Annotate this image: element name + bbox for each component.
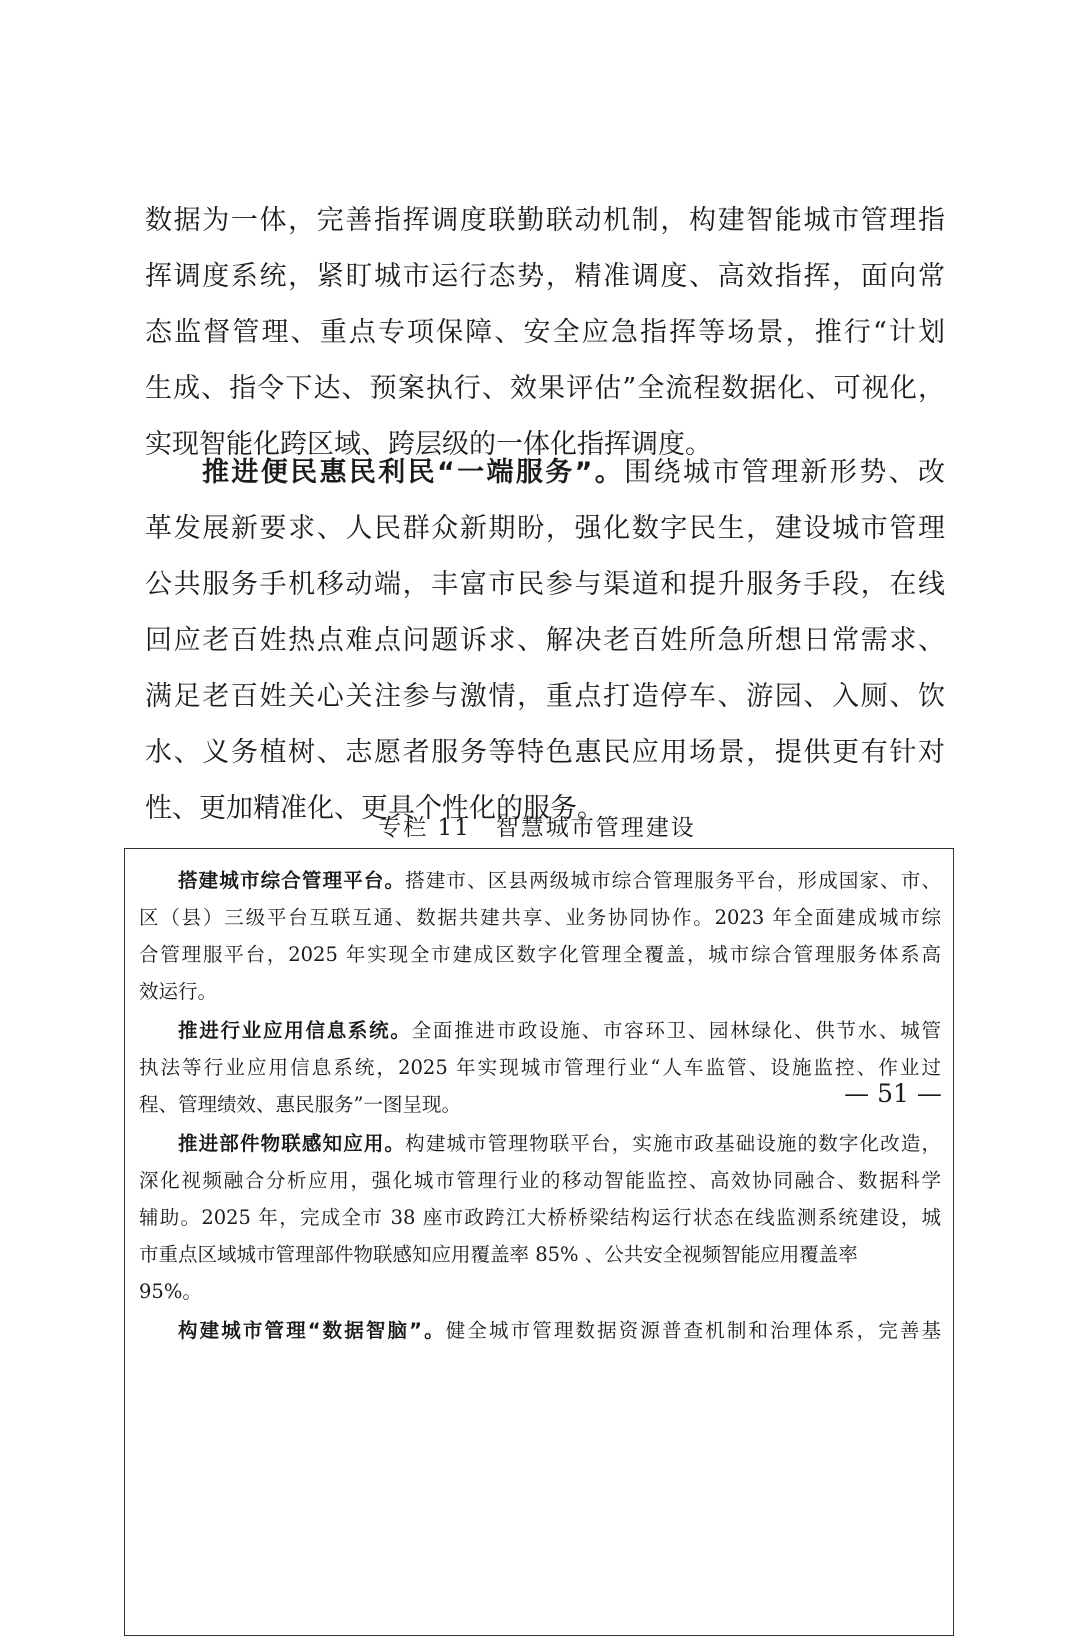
text-line: 满足老百姓关心关注参与激情，重点打造停车、游园、入厕、饮 <box>145 681 945 712</box>
box-item-rest: 构建城市管理物联平台，实施市政基础设施的数字化改造， <box>405 1132 941 1155</box>
text-line: 性、更加精准化、更具个性化的服务。 <box>145 793 604 824</box>
text-line: 革发展新要求、人民群众新期盼，强化数字民生，建设城市管理 <box>145 513 945 544</box>
box-line: 深化视频融合分析应用，强化城市管理行业的移动智能监控、高效协同融合、数据科学 <box>139 1169 941 1192</box>
box-line: 合管理服平台，2025 年实现全市建成区数字化管理全覆盖，城市综合管理服务体系高 <box>139 943 941 966</box>
column-box-content <box>125 862 955 1349</box>
box-line <box>125 1125 955 1162</box>
box-line: 执法等行业应用信息系统，2025 年实现城市管理行业“人车监管、设施监控、作业过 <box>139 1056 941 1079</box>
text-line <box>145 445 945 501</box>
text-line: 挥调度系统，紧盯城市运行态势，精准调度、高效指挥，面向常 <box>145 261 945 292</box>
box-item-heading: 推进行业应用信息系统。 <box>178 1019 412 1042</box>
paragraph-lead-heading: 推进便民惠民利民“一端服务”。 <box>202 457 625 488</box>
text-line: 回应老百姓热点难点问题诉求、解决老百姓所急所想日常需求、 <box>145 625 945 656</box>
paragraph-lead-rest: 围绕城市管理新形势、改 <box>624 457 945 488</box>
page-number: — 51 — <box>844 1079 942 1108</box>
box-line: 程、管理绩效、惠民服务”一图呈现。 <box>139 1093 461 1116</box>
paragraph-command-dispatch <box>145 193 945 473</box>
box-line <box>125 1312 955 1349</box>
box-line: 市重点区域城市管理部件物联感知应用覆盖率 85% 、公共安全视频智能应用覆盖率 <box>139 1243 858 1266</box>
box-item-heading: 构建城市管理“数据智脑”。 <box>178 1319 446 1342</box>
text-line: 生成、指令下达、预案执行、效果评估”全流程数据化、可视化， <box>145 373 945 404</box>
box-item-rest: 健全城市管理数据资源普查机制和治理体系，完善基 <box>445 1319 941 1342</box>
box-line: 辅助。2025 年，完成全市 38 座市政跨江大桥桥梁结构运行状态在线监测系统建设，城 <box>139 1206 941 1229</box>
box-item-heading: 搭建城市综合管理平台。 <box>178 869 406 892</box>
box-line <box>125 862 955 899</box>
box-line <box>125 1012 955 1049</box>
box-item-rest: 全面推进市政设施、市容环卫、园林绿化、供节水、城管 <box>411 1019 941 1042</box>
column-box-title: 专栏 11 智慧城市管理建设 <box>378 815 696 841</box>
box-line: 效运行。 <box>139 980 218 1003</box>
text-line: 态监督管理、重点专项保障、安全应急指挥等场景，推行“计划 <box>145 317 945 348</box>
box-item-heading: 推进部件物联感知应用。 <box>178 1132 406 1155</box>
text-line: 数据为一体，完善指挥调度联勤联动机制，构建智能城市管理指 <box>145 205 945 236</box>
box-line: 95%。 <box>139 1280 202 1303</box>
text-line: 公共服务手机移动端，丰富市民参与渠道和提升服务手段，在线 <box>145 569 945 600</box>
box-line: 区（县）三级平台互联互通、数据共建共享、业务协同协作。2023 年全面建成城市综 <box>139 906 941 929</box>
paragraph-one-end-service <box>145 445 945 837</box>
text-line: 水、义务植树、志愿者服务等特色惠民应用场景，提供更有针对 <box>145 737 945 768</box>
box-item-rest: 搭建市、区县两级城市综合管理服务平台，形成国家、市、 <box>405 869 941 892</box>
column-box <box>124 848 954 1636</box>
text-line: 实现智能化跨区域、跨层级的一体化指挥调度。 <box>145 429 712 460</box>
